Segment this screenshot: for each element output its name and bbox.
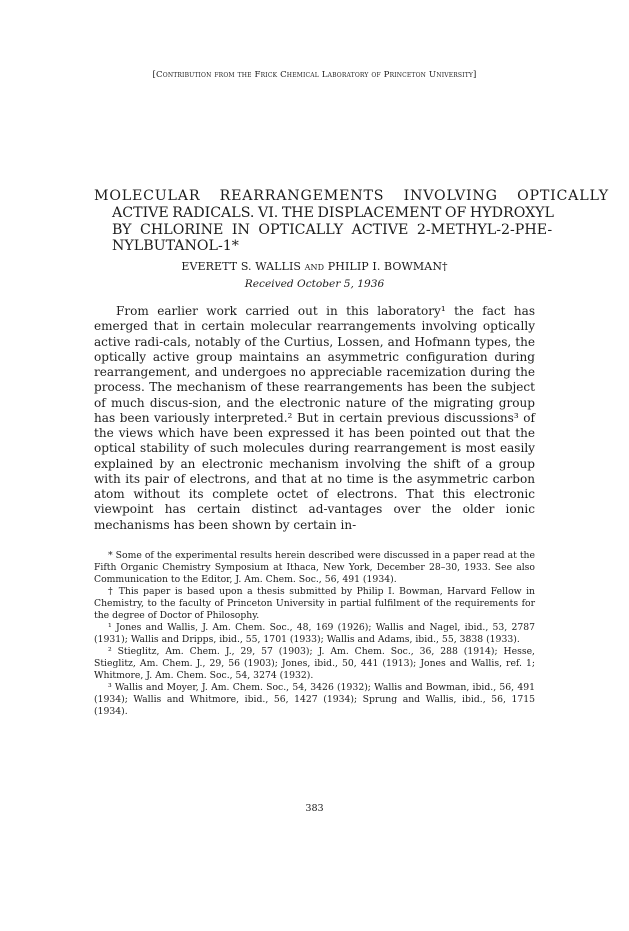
footnote-1: ¹ Jones and Wallis, J. Am. Chem. Soc., 48, 169 (1926); Wallis and Nagel, ibid., 53, 2787 (1931); Wallis and Dripps, ibid., 55, 1701 (1933); Wallis and Adams, ibid., 55, 3838 (1933).: [94, 622, 535, 645]
received-date: Received October 5, 1936: [244, 278, 385, 290]
footnote-star: * Some of the experimental results herein described were discussed in a paper read at the Fifth Organic Chemistry Symposium at Ithaca, New York, December 28–30, 1933. See also Communication to the Editor, J. Am. Chem. Soc., 56, 491 (1934).: [94, 550, 535, 585]
body-text: [94, 304, 535, 533]
author-1: EVERETT S. WALLIS: [181, 260, 302, 273]
page-number: 383: [305, 803, 324, 814]
footnotes: [94, 550, 535, 718]
body-paragraph: From earlier work carried out in this laboratory¹ the fact has emerged that in certain molecular rearrangements involving optically active radi-cals, notably of the Curtius, Lossen, and Hofmann types, the optically active group maintains an asymmetric configuration during rearrangement, and undergoes no appreciable racemization during the process. The mechanism of these rearrangements has been the subject of much discus-sion, and the electronic nature of the migrating group has been variously interpreted.² But in certain previous discussions³ of the views which have been expressed it has been pointed out that the optical stability of such molecules during rearrangement is most easily explained by an electronic mechanism involving the shift of a group with its pair of electrons, and that at no time is the asymmetric carbon atom without its complete octet of electrons. That this electronic viewpoint has certain distinct ad-vantages over the older ionic mechanisms has been shown by certain in-: [94, 304, 535, 532]
author-2: PHILIP I. BOWMAN†: [327, 260, 448, 273]
contribution-header: [Contribution from the Frick Chemical Laboratory of Princeton University]: [152, 70, 477, 80]
title-line: NYLBUTANOL-1*: [112, 238, 239, 255]
footnote-3: ³ Wallis and Moyer, J. Am. Chem. Soc., 54, 3426 (1932); Wallis and Bowman, ibid., 56, 491 (1934); Wallis and Whitmore, ibid., 56, 1427 (1934); Sprung and Wallis, ibid., 56, 1715 (1934).: [94, 682, 535, 717]
author-conjunction: and: [304, 260, 325, 273]
title-line: ACTIVE RADICALS. VI. THE DISPLACEMENT OF HYDROXYL: [112, 204, 554, 221]
footnote-2: ² Stieglitz, Am. Chem. J., 29, 57 (1903); J. Am. Chem. Soc., 36, 288 (1914); Hesse, Stieglitz, Am. Chem. J., 29, 56 (1903); Jones, ibid., 50, 441 (1913); Jones and Wallis, ref. 1; Whitmore, J. Am. Chem. Soc., 54, 3274 (1932).: [94, 646, 535, 681]
title-line: MOLECULAR REARRANGEMENTS INVOLVING OPTICALLY: [94, 188, 609, 204]
title-line: BY CHLORINE IN OPTICALLY ACTIVE 2-METHYL-2-PHE-: [112, 221, 553, 238]
author-line: [0, 260, 629, 273]
footnote-dagger: † This paper is based upon a thesis submitted by Philip I. Bowman, Harvard Fellow in Chemistry, to the faculty of Princeton University in partial fulfilment of the requirements for the degree of Doctor of Philosophy.: [94, 586, 535, 621]
article-title: [94, 188, 609, 255]
